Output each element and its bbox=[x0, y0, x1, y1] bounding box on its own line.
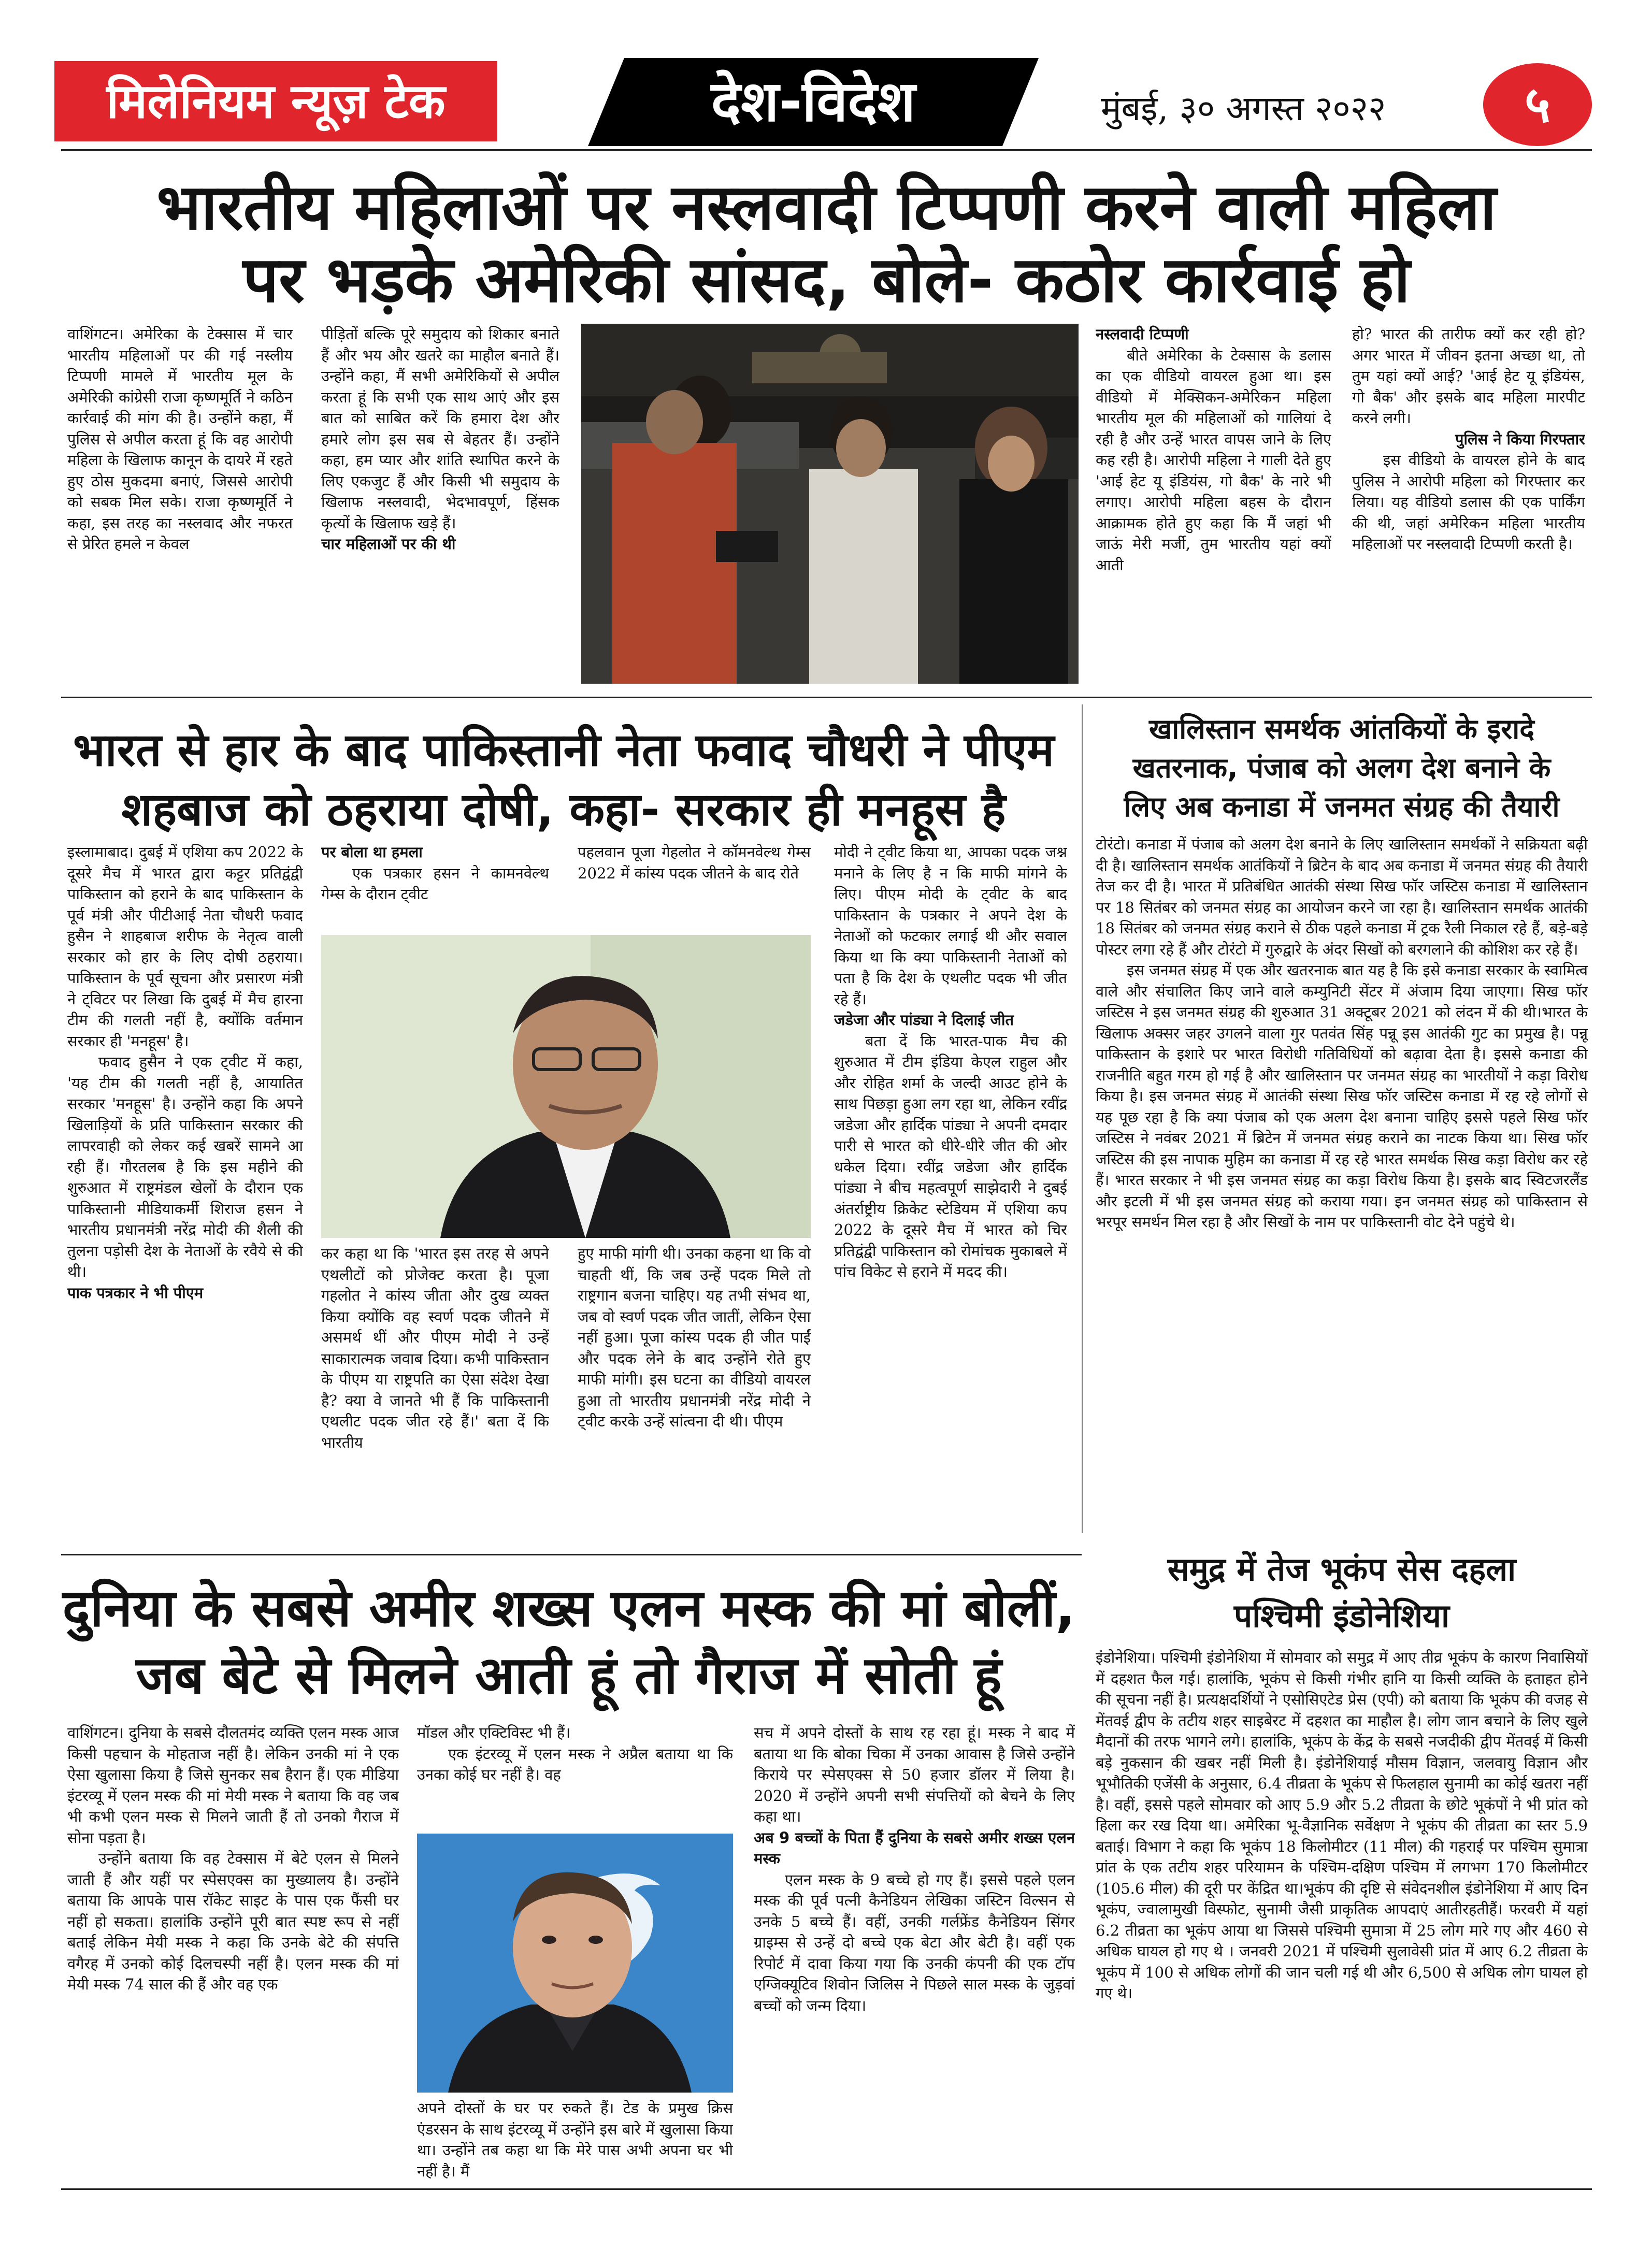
story2-col3-top: पहलवान पूजा गेहलोत ने कॉमनवेल्थ गेम्स 2022 में कांस्य पदक जीतने के बाद रोते bbox=[578, 843, 811, 882]
story2-col3-bottom: हुए माफी मांगी थी। उनका कहना था कि वो चाहती थीं, कि जब उन्हें पदक मिले तो राष्ट्रगान बजना चाहिए। यह तभी संभव था, जब वो स्वर्ण पदक जीत जातीं, लेकिन ऐसा नहीं हुआ। पूजा कांस्य पदक ही जीत पाईं और पदक लेने के बाद उन्होंने रोते हुए माफी मांगी। इस घटना का वीडियो वायरल हुआ तो भारतीय प्रधानमंत्री नरेंद्र मोदी ने ट्वीट करके उन्हें सांत्वना दी थी। पीएम bbox=[578, 1245, 811, 1430]
story5-headline-line2: जब बेटे से मिलने आती हूं तो गैराज में सोती हूं bbox=[136, 1645, 1002, 1706]
story1-col4: हो? भारत की तारीफ क्यों कर रही हो? अगर भारत में जीवन इतना अच्छा था, तो तुम यहां क्यों आई? 'आई हेट यू इंडियंस, गो बैक' और इसके बाद महिला मारपीट करने लगी। पुलिस ने किया गिरफ्तार इस वीडियो के वायरल होने के बाद पुलिस ने आरोपी महिला को गिरफ्तार कर लिया। यह वीडियो डलास की एक पार्किंग की थी, जहां अमेरिकन महिला भारतीय महिलाओं पर नस्लवादी टिप्पणी करती है। bbox=[1352, 325, 1585, 553]
dateline: मुंबई, ३० अगस्त २०२२ bbox=[1101, 89, 1386, 128]
section-title: देश-विदेश bbox=[711, 69, 916, 134]
story3-headline-line1: खालिस्तान समर्थक आंतकियों के इरादे bbox=[1149, 713, 1534, 745]
story-khalistan-referendum bbox=[1088, 699, 1596, 1538]
page-bottom-rule bbox=[61, 2188, 1592, 2190]
story-elon-musk-mother bbox=[0, 1564, 1088, 2186]
story5-col1: वाशिंगटन। दुनिया के सबसे दौलतमंद व्यक्ति एलन मस्क आज किसी पहचान के मोहताज नहीं है। लेकिन उनकी मां ने एक ऐसा खुलासा किया है जिसे सुनकर सब हैरान हैं। एक मीडिया इंटरव्यू में एलन मस्क की मां मेयी मस्क ने बताया कि वह जब भी कभी एलन मस्क से मिलने जाती हैं तो उनको गैराज में सोना पड़ता है। उन्होंने बताया कि वह टेक्सास में बेटे एलन से मिलने जाती हैं और यहीं पर स्पेसएक्स का मुख्यालय है। उन्होंने बताया कि आपके पास रॉकेट साइट के पास एक फैंसी घर नहीं हो सकता। हालांकि उन्होंने पूरी बात स्पष्ट रूप से नहीं बताई लेकिन मेयी मस्क ने कहा कि उनके बेटे की संपत्ति वगैरह में उनको कोई दिलचस्पी नहीं है। एलन मस्क की मां मेयी मस्क 74 साल की हैं और वह एक bbox=[67, 1724, 399, 1993]
story4-body: इंडोनेशिया। पश्चिमी इंडोनेशिया में सोमवार को समुद्र में आए तीव्र भूकंप के कारण निवासियों में दहशत फैल गई। हालांकि, भूकंप से किसी गंभीर हानि या किसी व्यक्ति के हताहत होने की सूचना नहीं है। प्रत्यक्षदर्शियों ने एसोसिएटेड प्रेस (एपी) को बताया कि भूकंप की वजह से मेंतवई द्वीप के तटीय शहर साइबेरट में दहशत का माहौल है। लोग जान बचाने के लिए खुले मैदानों की तरफ भागने लगे। हालांकि, भूकंप के केंद्र के सबसे नजदीकी द्वीप मेंतवई में किसी बड़े नुकसान की खबर नहीं मिली है। इंडोनेशियाई मौसम विज्ञान, जलवायु विज्ञान और भूभौतिकी एजेंसी के अनुसार, 6.4 तीव्रता के भूकंप से फिलहाल सुनामी का कोई खतरा नहीं है। वहीं, इससे पहले सोमवार को आए 5.9 और 5.2 तीव्रता के छोटे भूकंपों ने भी प्रांत को हिला कर रख दिया था। अमेरिका भू-वैज्ञानिक सर्वेक्षण ने भूकंप की तीव्रता का स्तर 5.9 बताई। विभाग ने कहा कि भूकंप 18 किलोमीटर (11 मील) की गहराई पर पश्चिम सुमात्रा प्रांत के एक तटीय शहर परियामन के पश्चिम-दक्षिण पश्चिम में लगभग 170 किलोमीटर (105.6 मील) की दूरी पर केंद्रित था।भूकंप की दृष्टि से संवेदनशील इंडोनेशिया में आए दिन भूकंप, ज्वालामुखी विस्फोट, सुनामी जैसी प्राकृतिक आपदाएं आतीरहतीहैं। फरवरी में यहां 6.2 तीव्रता का भूकंप आया था जिससे पश्चिमी सुमात्रा में 25 लोग मारे गए और 460 से अधिक घायल हो गए थे । जनवरी 2021 में पश्चिमी सुलावेसी प्रांत में आए 6.2 तीव्रता के भूकंप में 100 से अधिक लोगों की जान चली गई थी और 6,500 से अधिक लोग घायल हो गए थे। bbox=[1096, 1649, 1588, 2002]
story2-headline-line2: शहबाज को ठहराया दोषी, कहा- सरकार ही मनहूस है bbox=[121, 783, 1006, 836]
story2-col1: इस्लामाबाद। दुबई में एशिया कप 2022 के दूसरे मैच में भारत द्वारा कट्टर प्रतिद्वंद्वी पाकिस्तान को हराने के बाद पाकिस्तान के पूर्व मंत्री और पीटीआई नेता चौधरी फवाद हुसैन ने शाहबाज शरीफ के नेतृत्व वाली सरकार को हार के लिए दोषी ठहराया। पाकिस्तान के पूर्व सूचना और प्रसारण मंत्री ने ट्विटर पर लिखा कि दुबई में मैच हारना टीम की गलती नहीं है, क्योंकि वर्तमान सरकार ही 'मनहूस' है। फवाद हुसैन ने एक ट्वीट में कहा, 'यह टीम की गलती नहीं है, आयातित सरकार 'मनहूस' है। उन्होंने कहा कि अपने खिलाड़ियों के प्रति पाकिस्तान सरकार की लापरवाही को लेकर कई खबरें सामने आ रही हैं। गौरतलब है कि इस महीने की शुरुआत में राष्ट्रमंडल खेलों के दौरान एक पाकिस्तानी मीडियाकर्मी शिराज हसन ने भारतीय प्रधानमंत्री नरेंद्र मोदी की शैली की तुलना पड़ोसी देश के नेताओं के रवैये से की थी। पाक पत्रकार ने भी पीएम bbox=[67, 843, 303, 1302]
story-indonesia-earthquake bbox=[1088, 1541, 1596, 2178]
story2-col2-bottom: कर कहा था कि 'भारत इस तरह से अपने एथलीटों को प्रोजेक्ट करता है। पूजा गहलोत ने कांस्य जीता और दुख व्यक्त किया क्योंकि वह स्वर्ण पदक जीतने में असमर्थ थीं और पीएम मोदी ने उन्हें साकारात्मक जवाब दिया। कभी पाकिस्तान के पीएम या राष्ट्रपति का ऐसा संदेश देखा है? क्या वे जानते भी हैं कि पाकिस्तानी एथलीट पदक जीत रहे हैं।' बता दें कि भारतीय bbox=[321, 1245, 549, 1451]
story1-bottom-rule bbox=[61, 697, 1592, 698]
story1-col3: नस्लवादी टिप्पणी बीते अमेरिका के टेक्सास के डलास का एक वीडियो वायरल हुआ था। इस वीडियो में मेक्सिकन-अमेरिकन महिला भारतीय मूल की महिलाओं को गालियां दे रही है और उन्हें भारत वापस जाने के लिए कह रही है। आरोपी महिला ने गाली देते हुए 'आई हेट यू इंडियंस, गो बैक' के नारे भी लगाए। आरोपी महिला बहस के दौरान आक्रामक होते हुए कहा कि मैं जहां भी जाऊं मेरी मर्जी, तुम भारतीय यहां क्यों आती bbox=[1096, 325, 1331, 574]
story2-col4: मोदी ने ट्वीट किया था, आपका पदक जश्न मनाने के लिए है न कि माफी मांगने के लिए। पीएम मोदी के ट्वीट के बाद पाकिस्तान के पत्रकार ने अपने देश के नेताओं को फटकार लगाई थी और सवाल किया था कि क्या पाकिस्तानी नेताओं को पता है कि देश के एथलीट पदक भी जीत रहे हैं। जडेजा और पांड्या ने दिलाई जीत बता दें कि भारत-पाक मैच की शुरुआत में टीम इंडिया केएल राहुल और और रोहित शर्मा के जल्दी आउट होने के साथ पिछड़ा हुआ लग रहा था, लेकिन रवींद्र जडेजा और हार्दिक पांड्या ने अपनी दमदार पारी से भारत को धीरे-धीरे जीत की ओर धकेल दिया। रवींद्र जडेजा और हार्दिक पांड्या ने बीच महत्वपूर्ण साझेदारी ने दुबई अंतर्राष्ट्रीय क्रिकेट स्टेडियम में एशिया कप 2022 के दूसरे मैच में भारत को चिर प्रतिद्वंद्वी पाकिस्तान को रोमांचक मुकाबले में पांच विकेट से हराने में मदद की। bbox=[834, 843, 1067, 1280]
story2-headline-line1: भारत से हार के बाद पाकिस्तानी नेता फवाद चौधरी ने पीएम bbox=[73, 723, 1055, 776]
story5-headline-line1: दुनिया के सबसे अमीर शख्स एलन मस्क की मां बोलीं, bbox=[62, 1578, 1075, 1638]
story-racist-remarks bbox=[0, 0, 1652, 694]
story2-col2-top: पर बोला था हमला एक पत्रकार हसन ने कामनवेल्थ गेम्स के दौरान ट्वीट bbox=[321, 843, 549, 903]
story3-headline-line3: लिए अब कनाडा में जनमत संग्रह की तैयारी bbox=[1124, 790, 1560, 823]
story4-headline-line1: समुद्र में तेज भूकंप सेस दहला bbox=[1167, 1550, 1516, 1588]
brand-name: मिलेनियम न्यूज़ टेक bbox=[106, 74, 446, 129]
story1-col1: वाशिंगटन। अमेरिका के टेक्सास में चार भारतीय महिलाओं पर की गई नस्लीय टिप्पणी मामले में भारतीय मूल के अमेरिकी कांग्रेसी राजा कृष्णमूर्ति ने कठिन कार्रवाई की मांग की है। उन्होंने कहा, मैं पुलिस से अपील करता हूं कि वह आरोपी महिला के खिलाफ कानून के दायरे में रहते हुए ठोस मुकदमा बनाएं, जिससे आरोपी को सबक मिल सके। राजा कृष्णमूर्ति ने कहा, इस तरह का नस्लवाद और नफरत से प्रेरित हमले न केवल bbox=[67, 325, 293, 553]
story1-headline-line2: पर भड़के अमेरिकी सांसद, बोले- कठोर कार्रवाई हो bbox=[242, 243, 1411, 316]
story5-col3: सच में अपने दोस्तों के साथ रह रहा हूं। मस्क ने बाद में बताया था कि बोका चिका में उनका आवास है जिसे उन्होंने किराये पर स्पेसएक्स से 50 हजार डॉलर में लिया है। 2020 में उन्होंने अपनी सभी संपत्तियों को बेचने के लिए कहा था। अब 9 बच्चों के पिता हैं दुनिया के सबसे अमीर शख्स एलन मस्क एलन मस्क के 9 बच्चे हो गए हैं। इससे पहले एलन मस्क की पूर्व पत्नी कैनेडियन लेखिका जस्टिन विल्सन से उनके 5 बच्चे हैं। वहीं, उनकी गर्लफ्रेंड कैनेडियन सिंगर ग्राइम्स से उन्हें दो बच्चे एक बेटा और बेटी है। वहीं एक रिपोर्ट में दावा किया गया कि उनकी कंपनी की एक टॉप एग्जिक्यूटिव शिवोन जिलिस ने पिछले साल मस्क के जुड़वां बच्चों को जन्म दिया। bbox=[754, 1724, 1075, 2014]
column-divider bbox=[1082, 704, 1083, 1533]
elon-musk-photo bbox=[417, 1834, 733, 2093]
page-number: ५ bbox=[1525, 76, 1550, 134]
story-fawad-chaudhry bbox=[0, 699, 1088, 1554]
story5-col2-top: मॉडल और एक्टिविस्ट भी हैं। एक इंटरव्यू में एलन मस्क ने अप्रैल बताया था कि उनका कोई घर नहीं है। वह bbox=[417, 1724, 733, 1783]
story4-headline-line2: पश्चिमी इंडोनेशिया bbox=[1233, 1597, 1450, 1635]
fawad-chaudhry-photo bbox=[321, 935, 811, 1238]
story3-headline-line2: खतरनाक, पंजाब को अलग देश बनाने के bbox=[1132, 752, 1551, 784]
story3-body: टोरंटो। कनाडा में पंजाब को अलग देश बनाने के लिए खालिस्तान समर्थकों ने सक्रियता बढ़ी दी है। खालिस्तान समर्थक आतंकियों ने ब्रिटेन के बाद अब कनाडा में जनमत संग्रह की तैयारी तेज कर दी है। भारत में प्रतिबंधित आतंकी संस्था सिख फॉर जस्टिस कनाडा में खालिस्तान पर 18 सितंबर को जनमत संग्रह का आयोजन करने जा रहा है। खालिस्तान समर्थक आतंकी 18 सितंबर को जनमत संग्रह कराने से ठीक पहले कनाडा में ट्रक रैली निकाल रहे हैं, बड़े-बड़े पोस्टर लगा रहे हैं और टोरंटो में गुरुद्वारे के अंदर सिखों को बरगलाने की कोशिश कर रहे हैं। इस जनमत संग्रह में एक और खतरनाक बात यह है कि इसे कनाडा सरकार के स्वामित्व वाले और संचालित किए जाने वाले कम्युनिटी सेंटर में अंजाम दिया जाएगा। सिख फॉर जस्टिस ने इस जनमत संग्रह की शुरुआत 31 अक्टूबर 2021 को लंदन में की थी।भारत के खिलाफ अक्सर जहर उगलने वाला गुर पतवंत सिंह पन्नू इस आतंकी गुट का प्रमुख है। पन्नू पाकिस्तान के इशारे पर भारत विरोधी गतिविधियों को बढ़ावा देता है। इससे कनाडा की राजनीति बहुत गरम हो गई है और खालिस्तान पर जनमत संग्रह का भारतीयों ने कड़ा विरोध किया है। इस जनमत संग्रह में आतंकी संस्था सिख फॉर जस्टिस कनाडा में रह रहे लोगों से यह पूछ रहा है कि क्या पंजाब को एक अलग देश बनाना चाहिए इससे पहले सिख फॉर जस्टिस ने नवंबर 2021 में ब्रिटेन में जनमत संग्रह कराने का नाटक किया था। सिख फॉर जस्टिस की इस नापाक मुहिम का कनाडा में रह रहे भारत समर्थक सिख कड़ा विरोध कर रहे हैं। भारत सरकार ने भी इस जनमत संग्रह का कड़ा विरोध किया है। इसके बाद स्विटजरलैंड और इटली में भी इस जनमत संग्रह को कराया गया। इन जनमत संग्रह को पाकिस्तान से भरपूर समर्थन मिल रहा है और सिखों के नाम पर पाकिस्तानी वोट देने पहुंचे थे। bbox=[1096, 835, 1588, 1231]
story1-col2: पीड़ितों बल्कि पूरे समुदाय को शिकार बनाते हैं और भय और खतरे का माहौल बनाते हैं। उन्होंने कहा, मैं सभी अमेरिकियों से अपील करता हूं कि सभी एक साथ आएं और इस बात को साबित करें कि हमारा देश और हमारे लोग इस सब से बेहतर हैं। उन्होंने कहा, हम प्यार और शांति स्थापित करने के लिए एकजुट हैं और किसी भी समुदाय के खिलाफ नस्लवादी, भेदभावपूर्ण, हिंसक कृत्यों के खिलाफ खड़े हैं। चार महिलाओं पर की थी bbox=[321, 325, 559, 553]
story2-bottom-rule bbox=[61, 1554, 1082, 1555]
video-still-photo bbox=[581, 324, 1079, 684]
story1-headline-line1: भारतीय महिलाओं पर नस्लवादी टिप्पणी करने वाली महिला bbox=[156, 170, 1497, 244]
story5-col2-bottom: अपने दोस्तों के घर पर रुकते हैं। टेड के प्रमुख क्रिस एंडरसन के साथ इंटरव्यू में उन्होंने इस बारे में खुलासा किया था। उन्होंने तब कहा था कि मेरे पास अभी अपना घर भी नहीं है। मैं bbox=[417, 2099, 733, 2180]
